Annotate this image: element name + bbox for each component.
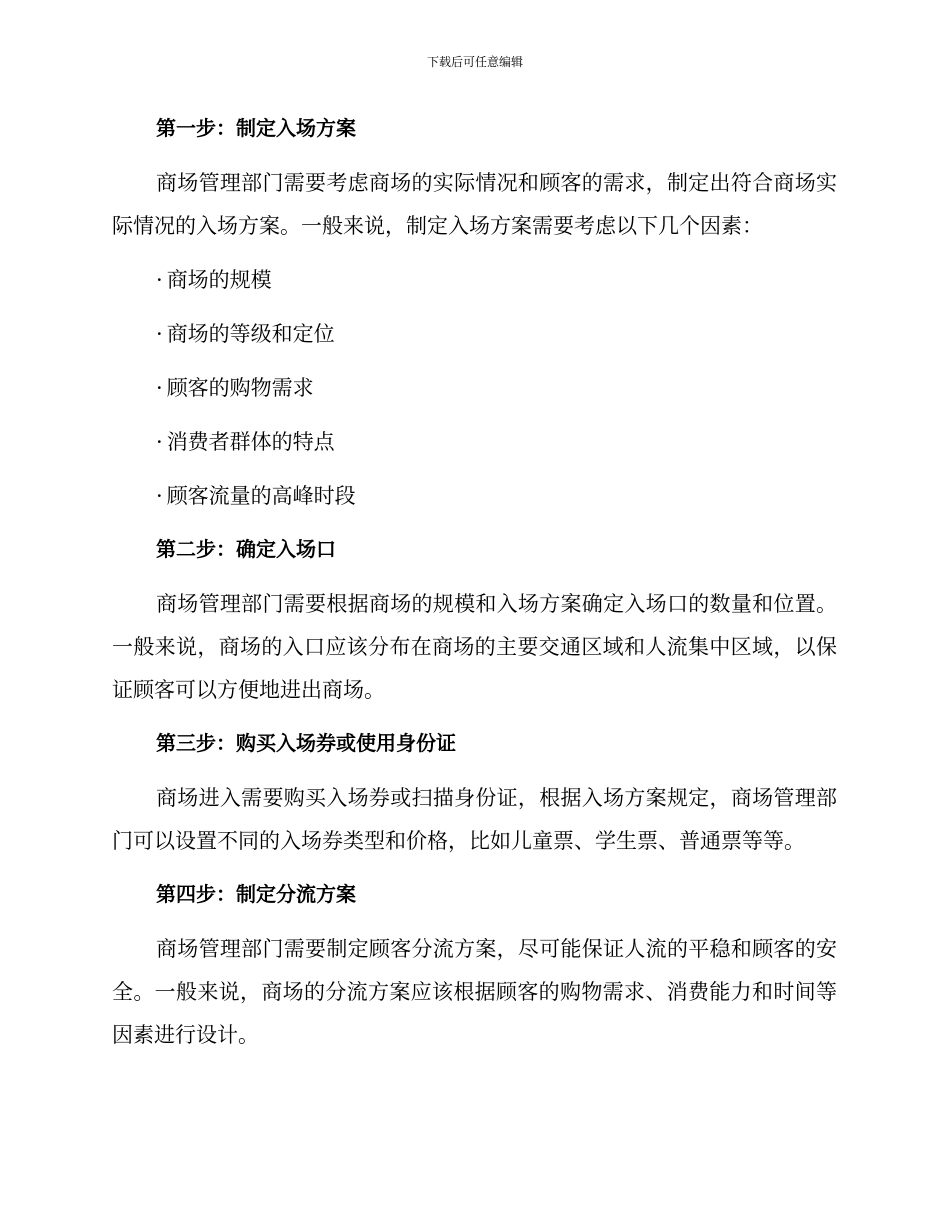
list-item — [112, 313, 837, 356]
list-item-text: 顾客流量的高峰时段 — [166, 484, 356, 508]
section-2-paragraph: 商场管理部门需要根据商场的规模和入场方案确定入场口的数量和位置。一般来说，商场的入口应该分布在商场的主要交通区域和人流集中区域，以保证顾客可以方便地进出商场。 — [112, 592, 837, 702]
section-3-paragraph: 商场进入需要购买入场券或扫描身份证，根据入场方案规定，商场管理部门可以设置不同的入场券类型和价格，比如儿童票、学生票、普通票等等。 — [112, 786, 837, 853]
list-item — [112, 259, 837, 302]
section-1-paragraph: 商场管理部门需要考虑商场的实际情况和顾客的需求，制定出符合商场实际情况的入场方案。一般来说，制定入场方案需要考虑以下几个因素： — [112, 171, 837, 238]
list-item — [112, 421, 837, 464]
section-2-heading: 第二步：确定入场口 — [156, 537, 336, 561]
list-item-text: 商场的规模 — [166, 268, 272, 292]
list-item-text: 商场的等级和定位 — [166, 322, 335, 346]
document-body — [112, 108, 837, 1068]
bullet-icon: · — [156, 484, 163, 508]
bullet-icon: · — [156, 430, 163, 454]
list-item-text: 消费者群体的特点 — [166, 430, 335, 454]
section-3-heading: 第三步：购买入场券或使用身份证 — [156, 731, 456, 755]
section-4-heading: 第四步：制定分流方案 — [156, 882, 356, 906]
section-4-paragraph: 商场管理部门需要制定顾客分流方案，尽可能保证人流的平稳和顾客的安全。一般来说，商场的分流方案应该根据顾客的购物需求、消费能力和时间等因素进行设计。 — [112, 937, 837, 1047]
bullet-icon: · — [156, 322, 163, 346]
page-header: 下载后可任意编辑 — [426, 55, 523, 69]
section-1-heading: 第一步：制定入场方案 — [156, 116, 356, 140]
list-item — [112, 475, 837, 518]
factor-list — [112, 259, 837, 518]
list-item — [112, 367, 837, 410]
bullet-icon: · — [156, 268, 163, 292]
bullet-icon: · — [156, 376, 163, 400]
list-item-text: 顾客的购物需求 — [166, 376, 314, 400]
